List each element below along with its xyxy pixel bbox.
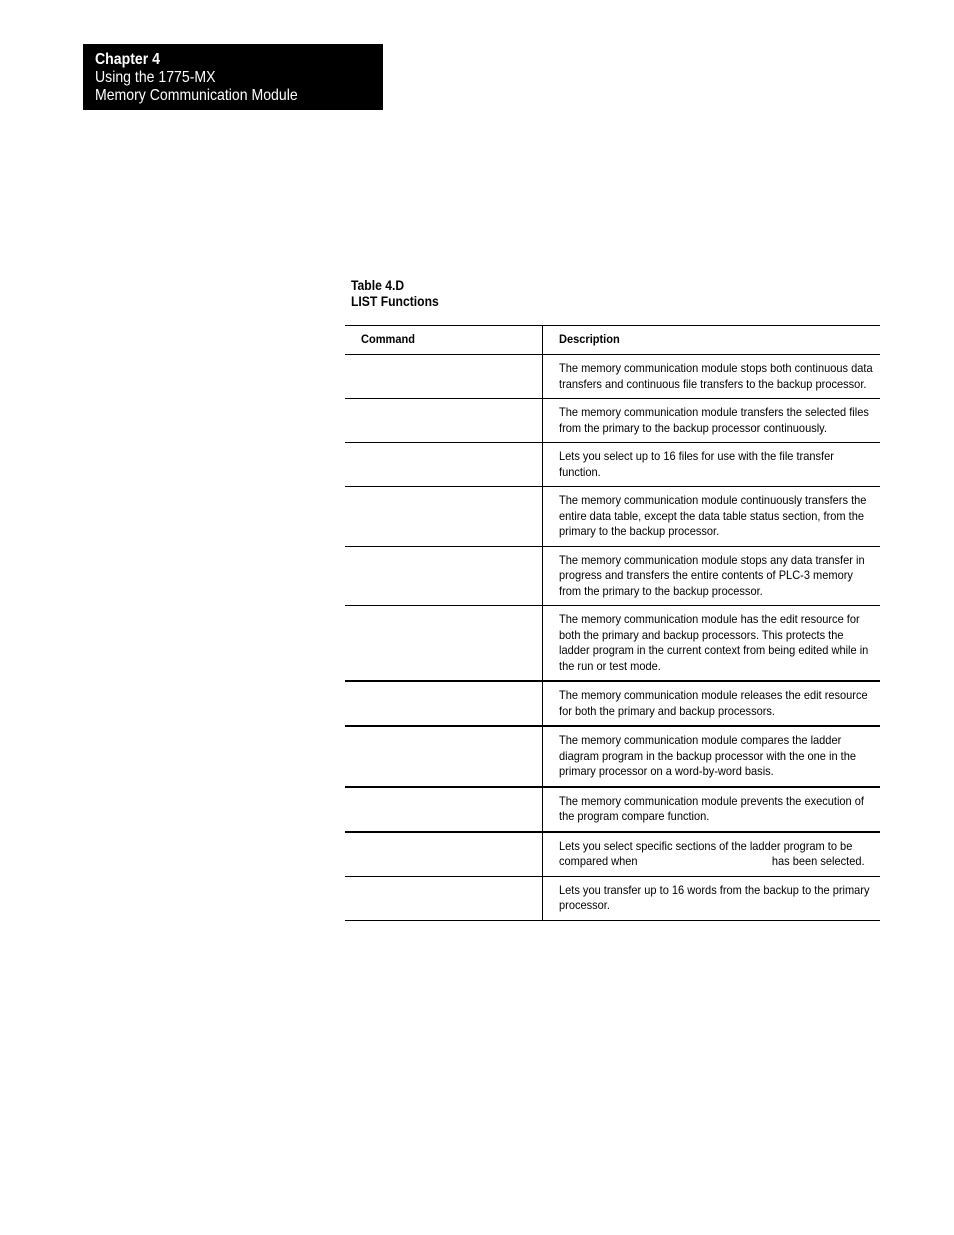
command-cell xyxy=(345,681,542,726)
command-cell xyxy=(345,832,542,877)
chapter-number: Chapter 4 xyxy=(95,51,160,68)
description-cell: The memory communication module continuously transfers the entire data table, except the data table status section, from the primary to the backup processor. xyxy=(542,487,880,547)
description-cell: The memory communication module has the edit resource for both the primary and backup processors. This protects the ladder program in the current context from being edited while in the run or test mode. xyxy=(542,606,880,682)
command-cell xyxy=(345,355,542,399)
table-row xyxy=(345,876,880,920)
table-row xyxy=(345,443,880,487)
table-row xyxy=(345,487,880,547)
table-row xyxy=(345,546,880,606)
command-cell xyxy=(345,487,542,547)
table-caption xyxy=(351,278,449,310)
list-functions-table xyxy=(345,325,880,921)
column-header-command: Command xyxy=(345,326,542,355)
description-cell xyxy=(542,832,880,877)
table-row xyxy=(345,355,880,399)
command-cell xyxy=(345,399,542,443)
table-row xyxy=(345,787,880,832)
table-row xyxy=(345,832,880,877)
table-row xyxy=(345,726,880,787)
description-part-2: has been selected. xyxy=(771,854,865,868)
column-header-description: Description xyxy=(542,326,880,355)
table-row xyxy=(345,399,880,443)
command-cell xyxy=(345,606,542,682)
chapter-header xyxy=(83,44,383,110)
chapter-title-line-1: Using the 1775-MX xyxy=(95,69,216,86)
description-cell: The memory communication module prevents the execution of the program compare function. xyxy=(542,787,880,832)
description-cell: The memory communication module transfers the selected files from the primary to the backup processor continuously. xyxy=(542,399,880,443)
table-row xyxy=(345,606,880,682)
table-row xyxy=(345,681,880,726)
description-part-1: Lets you select specific sections of the ladder program to be compared when xyxy=(558,838,852,868)
chapter-title-line-2: Memory Communication Module xyxy=(95,87,298,104)
table-number: Table 4.D xyxy=(351,278,405,293)
description-cell: The memory communication module compares the ladder diagram program in the backup processor with the one in the primary processor on a word-by-word basis. xyxy=(542,726,880,787)
description-cell: The memory communication module stops any data transfer in progress and transfers the entire contents of PLC-3 memory from the primary to the backup processor. xyxy=(542,546,880,606)
description-cell: The memory communication module stops both continuous data transfers and continuous file transfers to the backup processor. xyxy=(542,355,880,399)
description-cell: The memory communication module releases the edit resource for both the primary and backup processors. xyxy=(542,681,880,726)
description-cell: Lets you transfer up to 16 words from the backup to the primary processor. xyxy=(542,876,880,920)
command-cell xyxy=(345,546,542,606)
command-cell xyxy=(345,876,542,920)
command-cell xyxy=(345,726,542,787)
table-header-row xyxy=(345,326,880,355)
command-cell xyxy=(345,787,542,832)
command-cell xyxy=(345,443,542,487)
table-title: LIST Functions xyxy=(351,294,439,309)
description-cell: Lets you select up to 16 files for use with the file transfer function. xyxy=(542,443,880,487)
